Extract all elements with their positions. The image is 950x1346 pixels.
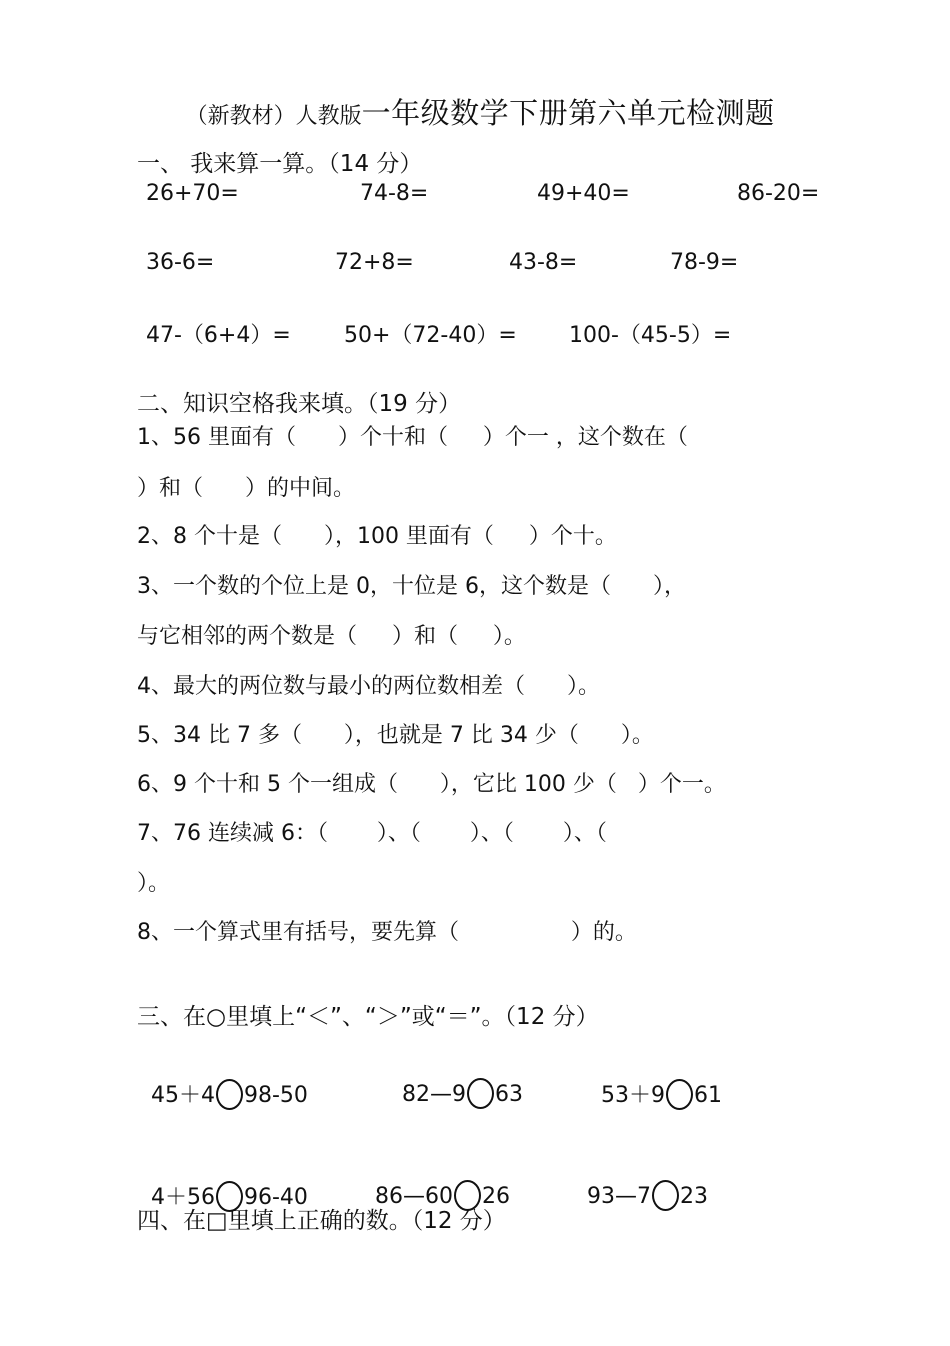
calc-problem: 72+8= (335, 250, 414, 275)
calc-problem: 36-6= (146, 250, 215, 275)
fill-blank-line: ）。 (137, 871, 171, 896)
compare-problem (573, 1155, 708, 1211)
section-2-heading: 二、知识空格我来填。（19 分） (137, 391, 462, 417)
compare-left: 93—7 (587, 1184, 651, 1209)
compare-right: 26 (482, 1184, 510, 1209)
compare-right: 96-40 (244, 1185, 308, 1210)
answer-circle[interactable] (666, 1079, 693, 1110)
compare-problem (388, 1053, 523, 1109)
compare-problem (587, 1053, 722, 1110)
calc-problem: 50+（72-40）= (344, 323, 517, 348)
answer-circle[interactable] (652, 1180, 679, 1211)
fill-blank-line: 3、一个数的个位上是 0，十位是 6，这个数是（ ）， (137, 574, 686, 599)
compare-right: 63 (495, 1082, 523, 1107)
fill-blank-line: 6、9 个十和 5 个一组成（ ），它比 100 少（ ）个一。 (137, 772, 726, 797)
section-4-heading: 四、在□里填上正确的数。（12 分） (137, 1208, 506, 1234)
fill-blank-line: 5、34 比 7 多（ ），也就是 7 比 34 少（ ）。 (137, 723, 654, 748)
title-prefix: （新教材）人教版 (185, 104, 362, 129)
compare-right: 98-50 (244, 1083, 308, 1108)
fill-blank-line: 4、最大的两位数与最小的两位数相差（ ）。 (137, 674, 600, 699)
calc-problem: 47-（6+4）= (146, 323, 291, 348)
section-1-heading: 一、 我来算一算。（14 分） (137, 151, 423, 177)
title-main: 一年级数学下册第六单元检测题 (361, 96, 775, 130)
fill-blank-line: 1、56 里面有（ ）个十和（ ）个一 ，这个数在（ (137, 425, 688, 450)
calc-problem: 100-（45-5）= (569, 323, 732, 348)
calc-problem: 74-8= (360, 181, 429, 206)
fill-blank-line: ）和（ ）的中间。 (137, 476, 355, 501)
compare-right: 23 (680, 1184, 708, 1209)
calc-problem: 26+70= (146, 181, 239, 206)
fill-blank-line: 8、一个算式里有括号，要先算（ ）的。 (137, 920, 637, 945)
section-3-heading: 三、在○里填上“＜”、“＞”或“＝”。（12 分） (137, 1004, 599, 1030)
calc-problem: 86-20= (737, 181, 820, 206)
calc-problem: 78-9= (670, 250, 739, 275)
compare-left: 82—9 (402, 1082, 466, 1107)
compare-left: 45＋4 (151, 1083, 215, 1108)
compare-left: 53＋9 (601, 1083, 665, 1108)
compare-left: 4＋56 (151, 1185, 215, 1210)
answer-circle[interactable] (216, 1079, 243, 1110)
calc-problem: 49+40= (537, 181, 630, 206)
compare-right: 61 (694, 1083, 722, 1108)
compare-problem (137, 1053, 308, 1110)
fill-blank-line: 7、76 连续减 6：（ ）、（ ）、（ ）、（ (137, 821, 607, 846)
fill-blank-line: 与它相邻的两个数是（ ）和（ ）。 (137, 624, 526, 649)
answer-circle[interactable] (467, 1078, 494, 1109)
calc-problem: 43-8= (509, 250, 578, 275)
compare-left: 86—60 (375, 1184, 453, 1209)
page-title (0, 72, 950, 132)
fill-blank-line: 2、8 个十是（ ），100 里面有（ ）个十。 (137, 524, 617, 549)
